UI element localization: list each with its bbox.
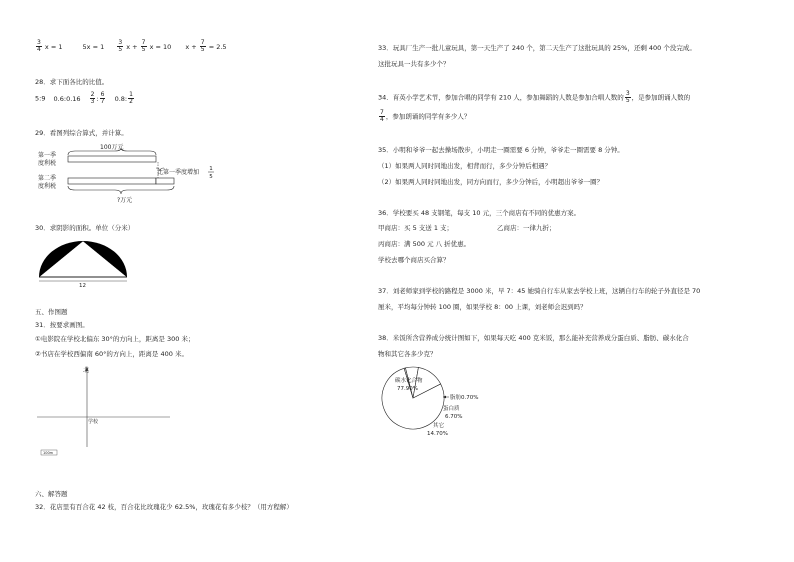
- north-label: 北: [83, 367, 90, 374]
- label-fat: 脂肪0.70%: [450, 395, 479, 401]
- unknown-amount: ?万元: [117, 197, 133, 204]
- question-31: 31．按要求画图。: [35, 321, 89, 329]
- q29-bar-diagram: [35, 138, 225, 208]
- dimension-label: 12: [79, 283, 86, 289]
- section-6-title: 六、解答题: [35, 490, 68, 498]
- question-29: 29．看图列综合算式，并计算。: [35, 129, 128, 137]
- label-protein-value: 6.70%: [445, 414, 463, 420]
- label-other-value: 14.70%: [427, 431, 448, 437]
- question-36-shop-c: 丙商店：满 500 元 八 折优惠。: [378, 240, 471, 248]
- question-28-items: 5:9 0.6:0.16 $\frac{2}{3}$ : $\frac{6}{7}$ 0.8: $\frac{1}{2}$: [35, 91, 133, 105]
- q1-bar: [68, 156, 156, 162]
- section-5-title: 五、作图题: [35, 308, 68, 316]
- equation-4: x + $\frac{7}{5}$ = 2.5: [185, 39, 227, 53]
- question-34-line1: 34．育英小学艺术节，参加合唱的同学有 210 人，参加舞蹈的人数是参加合唱人数的 $\frac{3}{5}$ ，是参加朗诵人数的: [378, 90, 691, 104]
- school-label: 学校: [88, 419, 99, 425]
- question-37-line2: 厘米，平均每分钟转 100 圈，如果学校 8：00 上课，刘老师会迟到吗？: [378, 303, 587, 311]
- q2-increase-bar: [156, 178, 174, 184]
- question-35-1: （1）如果两人同时同地出发，相背而行，多少分钟后相遇？: [378, 162, 552, 170]
- question-36-shop-b: 乙商店：一律九折；: [497, 224, 556, 232]
- label-carbs-name: 碳水化合物: [395, 378, 423, 384]
- q1-label-a: 第一季: [38, 152, 57, 159]
- question-33-line1: 33．玩具厂生产一批儿童玩具，第一天生产了 240 个，第二天生产了这批玩具的 25%，还剩 400 个没完成。: [378, 44, 696, 52]
- equation-row: [35, 40, 227, 53]
- question-31-b: ②书店在学校西偏南 60°的方向上，距离是 400 米。: [35, 350, 188, 358]
- scale-label: 100m: [43, 451, 54, 455]
- question-36: 36．学校要买 48 支钢笔，每支 10 元，三个商店有不同的优惠方案。: [378, 209, 581, 217]
- label-carbs-value: 77.90%: [397, 386, 418, 392]
- question-28: 28．求下面各比的比值。: [35, 78, 109, 86]
- question-38-line1: 38．米饭所含营养成分统计图如下，如果每天吃 400 克米饭，那么能补充营养成分蛋白质、脂肪、碳水化合: [378, 334, 689, 342]
- equation-2: 5x = 1: [82, 42, 105, 51]
- q30-shaded-figure: [35, 235, 135, 290]
- equation-1: $\frac{3}{4}$ x = 1: [37, 39, 63, 53]
- question-38-line2: 物和其它各多少克？: [378, 350, 437, 358]
- nutrition-pie-chart: [375, 360, 505, 440]
- question-33-line2: 这批玩具一共有多少个？: [378, 60, 450, 68]
- question-31-a: ①电影院在学校北偏东 30°的方向上，距离是 300 米；: [35, 335, 195, 343]
- label-protein-name: 蛋白质: [443, 406, 460, 412]
- top-amount: 100万元: [100, 144, 124, 151]
- question-37-line1: 37．刘老师家到学校的路程是 3000 米，早 7：45 她骑自行车从家去学校上班，这辆自行车的轮子外直径是 70: [378, 287, 701, 295]
- increase-text: 比第一季度增加: [157, 169, 200, 176]
- question-34-line2: $\frac{7}{4}$ ，参加朗诵的同学有多少人？: [380, 109, 471, 123]
- label-other-name: 其它: [433, 423, 445, 429]
- question-36-question: 学校去哪个商店买合算？: [378, 256, 450, 264]
- question-36-shop-a: 甲商店：买 5 支送 1 支；: [378, 224, 454, 232]
- compass-diagram: [35, 362, 175, 462]
- q1-label-b: 度利税: [38, 160, 57, 167]
- increase-frac-den: 5: [209, 174, 213, 180]
- q2-label-b: 度利税: [38, 183, 57, 190]
- question-35: 35．小明和爷爷一起去操场散步，小明走一圈需要 6 分钟，爷爷走一圈需要 8 分钟。: [378, 146, 624, 154]
- question-30: 30．求阴影的面积。单位（分米）: [35, 224, 135, 232]
- question-35-2: （2）如果两人同时同地出发，同方向而行，多少分钟后，小明超出爷爷一圈？: [378, 178, 604, 186]
- q2-label-a: 第二季: [38, 175, 57, 182]
- bottom-brace: [68, 186, 174, 194]
- increase-frac-num: 1: [209, 166, 213, 172]
- q2-bar: [68, 178, 156, 184]
- equation-3: $\frac{3}{5}$ x + $\frac{7}{5}$ x = 10: [118, 39, 172, 53]
- question-32: 32．花店里有百合花 42 枝，百合花比玫瑰花少 62.5%，玫瑰花有多少枝？（用方程解）: [35, 503, 293, 511]
